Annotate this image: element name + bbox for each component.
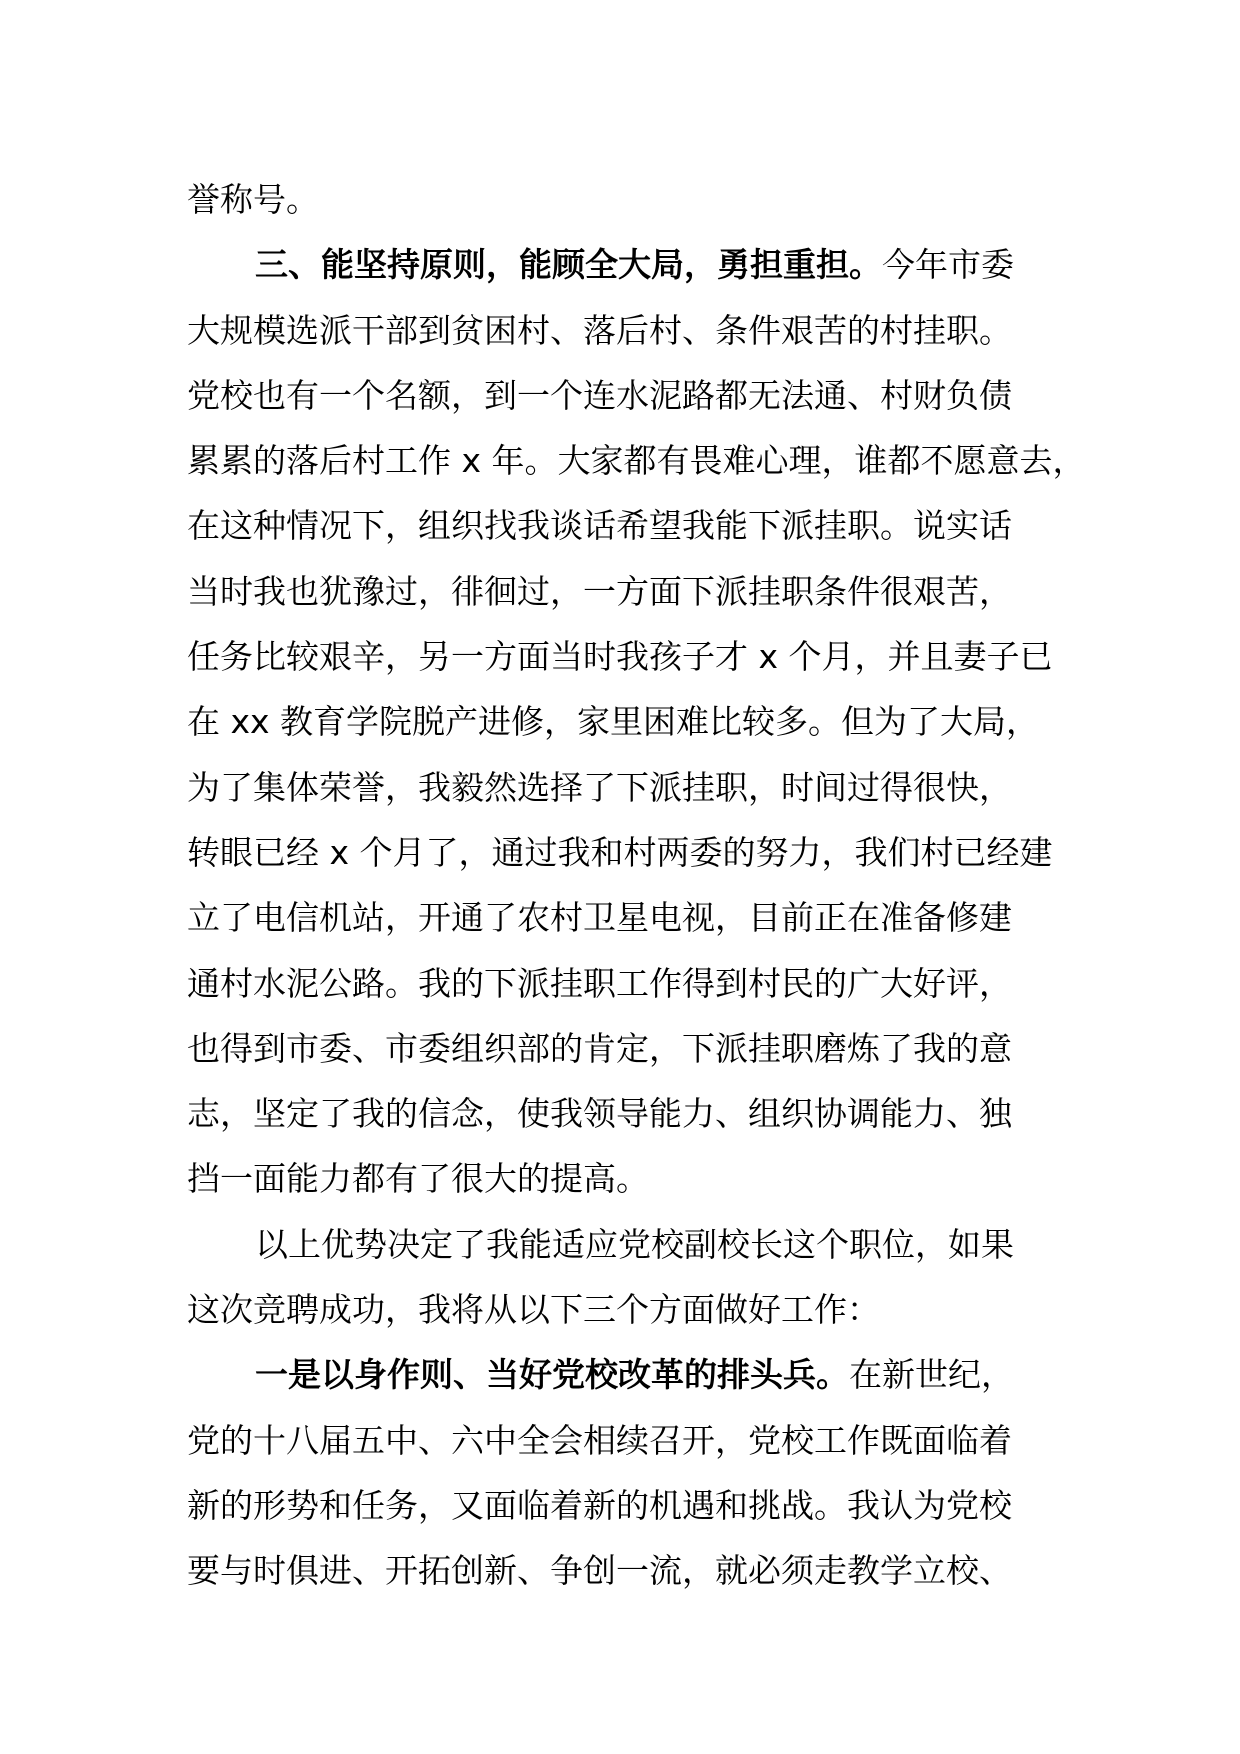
text-line <box>187 1342 1087 1407</box>
body-text: 党校也有一个名额，到一个连水泥路都无法通、村财负债 <box>187 375 1012 415</box>
document-body <box>187 167 1087 1604</box>
text-line <box>187 755 1087 820</box>
body-text: 要与时俱进、开拓创新、争创一流，就必须走教学立校、 <box>187 1551 1012 1591</box>
text-line <box>187 1277 1087 1342</box>
body-text: 通村水泥公路。我的下派挂职工作得到村民的广大好评， <box>187 963 1012 1003</box>
body-text: 立了电信机站，开通了农村卫星电视，目前正在准备修建 <box>187 898 1012 938</box>
text-line <box>187 624 1087 689</box>
body-text: 累累的落后村工作 x 年。大家都有畏难心理，谁都不愿意去， <box>187 441 1086 481</box>
text-line <box>187 1146 1087 1211</box>
body-text: 为了集体荣誉，我毅然选择了下派挂职，时间过得很快， <box>187 767 1012 807</box>
text-line <box>187 885 1087 950</box>
body-text: 在新世纪， <box>849 1355 1014 1395</box>
body-text: 党的十八届五中、六中全会相续召开，党校工作既面临着 <box>187 1420 1012 1460</box>
body-text: 任务比较艰辛，另一方面当时我孩子才 x 个月，并且妻子已 <box>187 637 1053 677</box>
text-line <box>187 428 1087 493</box>
bold-heading-text: 三、能坚持原则，能顾全大局，勇担重担。 <box>255 245 882 285</box>
text-line <box>187 1081 1087 1146</box>
text-line <box>187 298 1087 363</box>
text-line <box>187 493 1087 558</box>
text-line <box>187 1473 1087 1538</box>
body-text: 在 xx 教育学院脱产进修，家里困难比较多。但为了大局， <box>187 702 1040 742</box>
body-text: 在这种情况下，组织找我谈话希望我能下派挂职。说实话 <box>187 506 1012 546</box>
text-line <box>187 1016 1087 1081</box>
text-line <box>187 1408 1087 1473</box>
body-text: 这次竞聘成功，我将从以下三个方面做好工作： <box>187 1290 880 1330</box>
text-line <box>187 167 1087 232</box>
text-line <box>187 1212 1087 1277</box>
text-line <box>187 951 1087 1016</box>
body-text: 转眼已经 x 个月了，通过我和村两委的努力，我们村已经建 <box>187 832 1053 872</box>
body-text: 新的形势和任务，又面临着新的机遇和挑战。我认为党校 <box>187 1485 1012 1525</box>
body-text: 大规模选派干部到贫困村、落后村、条件艰苦的村挂职。 <box>187 310 1012 350</box>
body-text: 挡一面能力都有了很大的提高。 <box>187 1159 649 1199</box>
text-line <box>187 820 1087 885</box>
text-line <box>187 689 1087 754</box>
body-text: 也得到市委、市委组织部的肯定，下派挂职磨炼了我的意 <box>187 1028 1012 1068</box>
body-text: 当时我也犹豫过，徘徊过，一方面下派挂职条件很艰苦， <box>187 571 1012 611</box>
text-line <box>187 232 1087 297</box>
body-text: 誉称号。 <box>187 180 319 219</box>
text-line <box>187 559 1087 624</box>
bold-heading-text: 一是以身作则、当好党校改革的排头兵。 <box>255 1355 849 1395</box>
text-line <box>187 1538 1087 1603</box>
body-text: 志，坚定了我的信念，使我领导能力、组织协调能力、独 <box>187 1094 1012 1134</box>
body-text: 今年市委 <box>882 245 1014 285</box>
text-line <box>187 363 1087 428</box>
body-text: 以上优势决定了我能适应党校副校长这个职位，如果 <box>255 1224 1014 1264</box>
